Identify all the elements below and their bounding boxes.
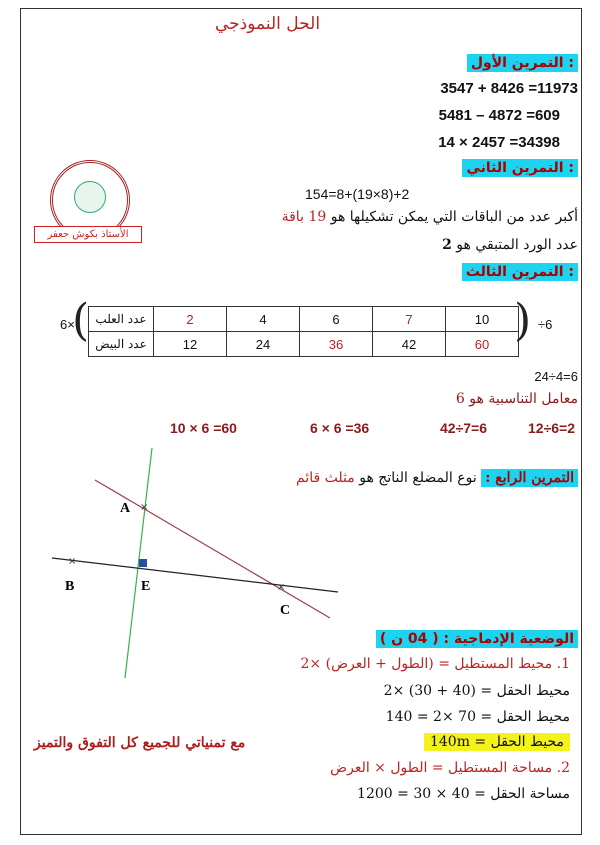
ex4-answer: مثلث قائم bbox=[296, 470, 355, 486]
table-cell: 10 bbox=[446, 307, 519, 332]
integ-line-3: محيط الحقل = 140m bbox=[424, 734, 570, 750]
ex4-line: التمرين الرابع : نوع المضلع الناتج هو مثلث قائم bbox=[296, 470, 578, 486]
table-cell: 7 bbox=[373, 307, 446, 332]
ex3-calc: 24÷4=6 bbox=[534, 369, 578, 384]
wish-text: مع تمنياتي للجميع كل التفوق والتميز bbox=[34, 735, 246, 751]
ex3-coefficient: معامل التناسبية هو 6 bbox=[455, 391, 578, 407]
line-ac bbox=[95, 480, 330, 618]
table-cell: 4 bbox=[227, 307, 300, 332]
ex2-bouquets-value: 19 bbox=[308, 209, 327, 225]
left-factor: 6× bbox=[60, 317, 75, 332]
table-cell: 6 bbox=[300, 307, 373, 332]
mark-a: × bbox=[140, 502, 149, 513]
proportion-table bbox=[88, 306, 519, 357]
ex2-line-1: أكبر عدد من الباقات التي يمكن تشكيلها هو 19 باقة bbox=[281, 209, 578, 225]
table-cell: 2 bbox=[154, 307, 227, 332]
ex2-label: التمرين الثاني : bbox=[462, 157, 578, 176]
table-cell: 42 bbox=[373, 332, 446, 357]
ex1-line-1: 3547 + 8426 =11973 bbox=[440, 80, 578, 97]
line-bc bbox=[52, 558, 338, 592]
integ-line-2: محيط الحقل = 70 ×2 = 140 bbox=[385, 709, 570, 725]
integ-label: الوضعية الإدماجية : ( 04 ن ) bbox=[376, 628, 578, 647]
table-row bbox=[89, 307, 519, 332]
right-brace: ) bbox=[514, 295, 532, 346]
mark-c: × bbox=[277, 582, 286, 593]
point-a-label: A bbox=[120, 501, 131, 516]
ex3-label: التمرين الثالث : bbox=[462, 261, 578, 280]
point-e-label: E bbox=[141, 579, 151, 594]
ex3-result-2: 6 × 6 =36 bbox=[310, 420, 370, 436]
table-cell: 12 bbox=[154, 332, 227, 357]
ex2-line-2: عدد الورد المتبقي هو 2 bbox=[442, 237, 578, 253]
coef-value: 6 bbox=[455, 391, 465, 407]
table-cell: 60 bbox=[446, 332, 519, 357]
table-row bbox=[89, 332, 519, 357]
ex2-remaining-value: 2 bbox=[442, 237, 452, 253]
table-cell: 36 bbox=[300, 332, 373, 357]
right-factor: ÷6 bbox=[538, 317, 553, 332]
perpendicular-line bbox=[125, 448, 152, 678]
ex3-result-1: 10 × 6 =60 bbox=[170, 420, 237, 436]
geometry-figure bbox=[40, 440, 360, 690]
left-brace: ( bbox=[72, 295, 90, 346]
integ-item-1: 1. محيط المستطيل = (الطول + العرض) ×2 bbox=[300, 656, 570, 672]
ex4-label: التمرين الرابع : bbox=[481, 469, 578, 487]
ex2-formula: 154=8+(19×8)+2 bbox=[305, 186, 410, 202]
page-title: الحل النموذجي bbox=[215, 14, 321, 34]
ex3-result-4: 12÷6=2 bbox=[528, 420, 576, 436]
ex3-result-3: 42÷7=6 bbox=[440, 420, 488, 436]
mark-b: × bbox=[68, 556, 77, 567]
integ-item-2: 2. مساحة المستطيل = الطول × العرض bbox=[330, 760, 570, 776]
logo-emblem bbox=[74, 181, 106, 213]
logo-ribbon: الأستاذ بكوش جعفر bbox=[34, 226, 142, 243]
ex1-line-3: 14 × 2457 =34398 bbox=[438, 134, 560, 151]
point-c-label: C bbox=[280, 603, 291, 618]
ex1-line-2: 5481 – 4872 =609 bbox=[438, 107, 560, 124]
point-b-label: B bbox=[65, 579, 75, 594]
ex1-label: التمرين الأول : bbox=[467, 52, 578, 71]
row-label: عدد البيض bbox=[89, 332, 154, 357]
integ-line-1: محيط الحقل = (40 + 30) ×2 bbox=[383, 683, 570, 699]
right-angle-mark bbox=[139, 559, 147, 567]
row-label: عدد العلب bbox=[89, 307, 154, 332]
integ-line-4: مساحة الحقل = 40 × 30 = 1200 bbox=[357, 786, 570, 802]
table-cell: 24 bbox=[227, 332, 300, 357]
